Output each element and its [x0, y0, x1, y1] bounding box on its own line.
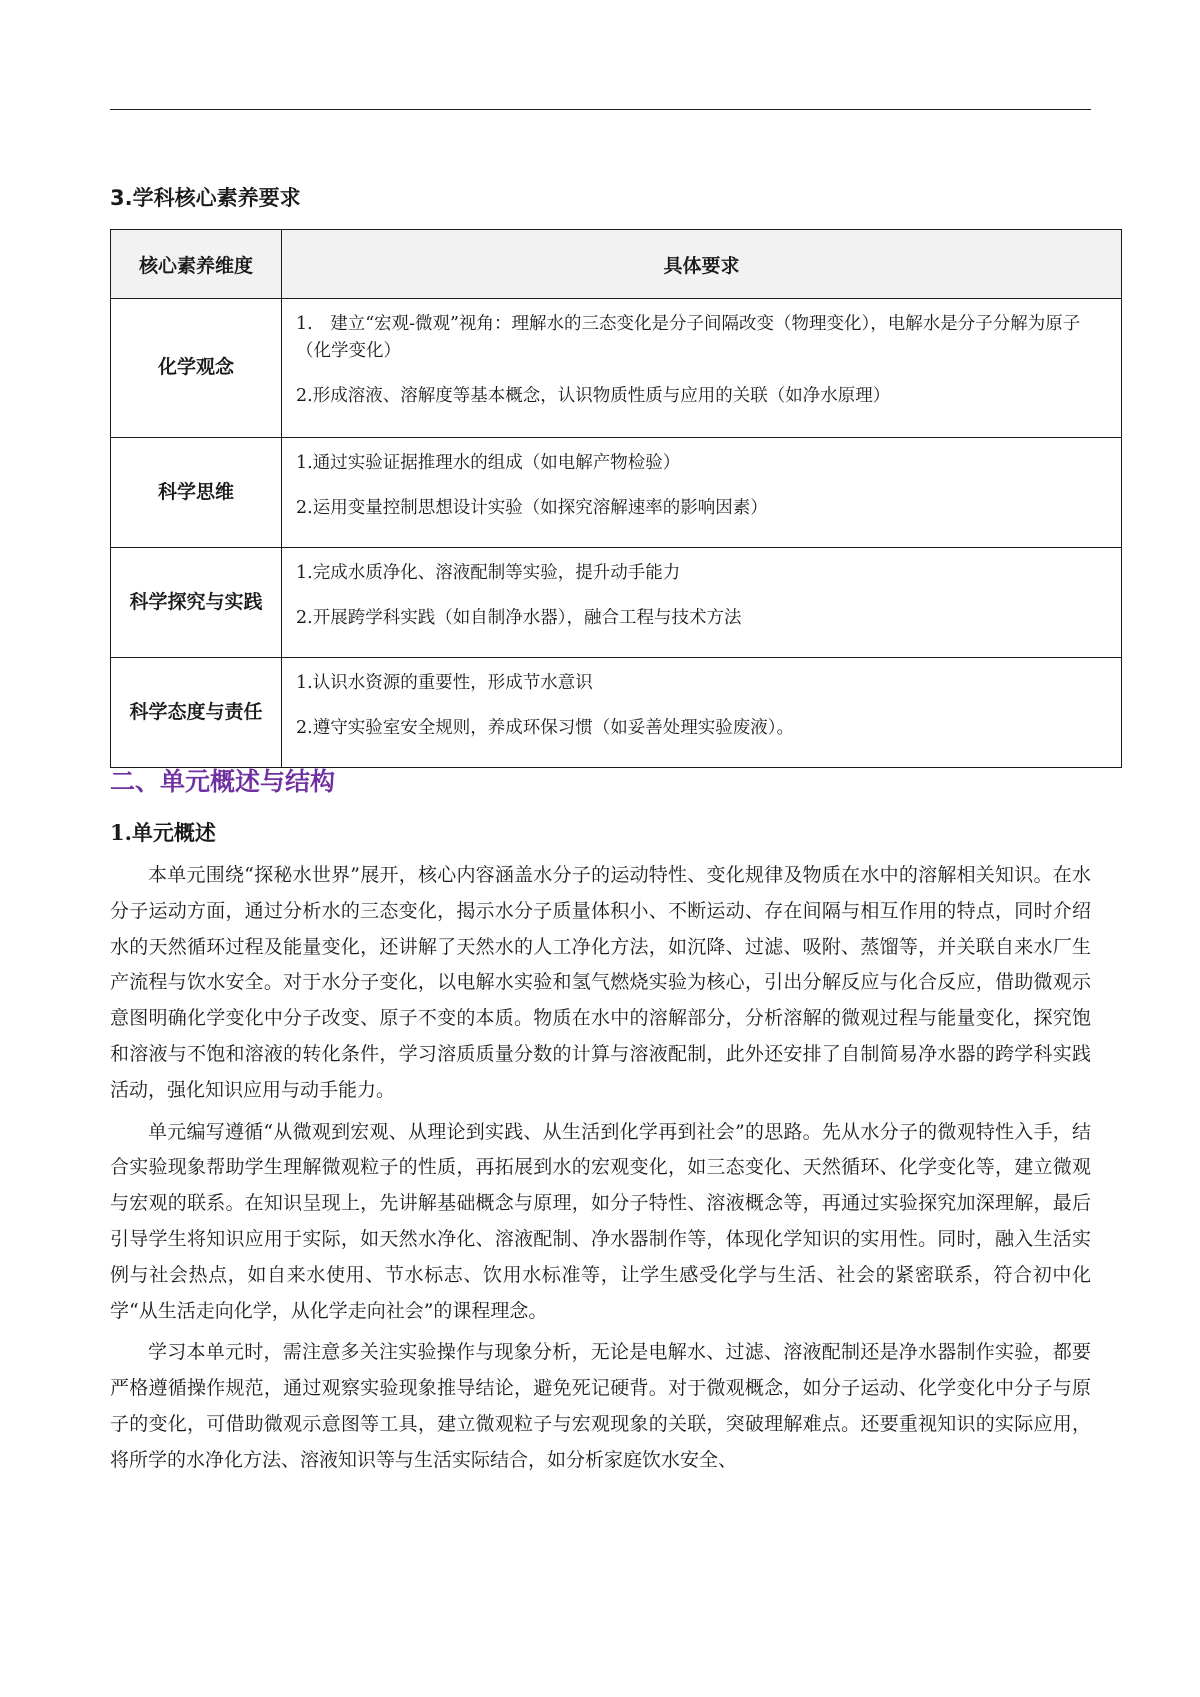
overview-paragraph: 本单元围绕“探秘水世界”展开，核心内容涵盖水分子的运动特性、变化规律及物质在水中的溶解相关知识。在水分子运动方面，通过分析水的三态变化，揭示水分子质量体积小、不断运动、存在间隔与相互作用的特点，同时介绍水的天然循环过程及能量变化，还讲解了天然水的人工净化方法，如沉降、过滤、吸附、蒸馏等，并关联自来水厂生产流程与饮水安全。对于水分子变化，以电解水实验和氢气燃烧实验为核心，引出分解反应与化合反应，借助微观示意图明确化学变化中分子改变、原子不变的本质。物质在水中的溶解部分，分析溶解的微观过程与能量变化，探究饱和溶液与不饱和溶液的转化条件，学习溶质质量分数的计算与溶液配制，此外还安排了自制简易净水器的跨学科实践活动，强化知识应用与动手能力。 [110, 864, 1091, 1101]
header-dimension: 核心素养维度 [111, 230, 282, 299]
table-row [111, 548, 1122, 658]
table-row [111, 658, 1122, 768]
requirement-item: 2.运用变量控制思想设计实验（如探究溶解速率的影响因素） [296, 498, 768, 519]
section-title: 3.学科核心素养要求 [110, 186, 301, 210]
requirement-item: 2.形成溶液、溶解度等基本概念，认识物质性质与应用的关联（如净水原理） [296, 386, 891, 407]
section-heading: 二、单元概述与结构 [110, 767, 336, 796]
requirements-cell [282, 658, 1122, 768]
requirements-cell [282, 299, 1122, 438]
header-rule [110, 109, 1091, 110]
requirements-cell [282, 438, 1122, 548]
dimension-cell: 科学思维 [111, 438, 282, 548]
header-requirements: 具体要求 [282, 230, 1122, 299]
dimension-cell: 科学探究与实践 [111, 548, 282, 658]
table-row [111, 438, 1122, 548]
dimension-cell: 化学观念 [111, 299, 282, 438]
requirement-item: 2.开展跨学科实践（如自制净水器），融合工程与技术方法 [296, 608, 742, 629]
requirement-item: 1.认识水资源的重要性，形成节水意识 [296, 673, 593, 693]
dimension-cell: 科学态度与责任 [111, 658, 282, 768]
table-row [111, 299, 1122, 438]
core-literacy-table [110, 229, 1122, 768]
subsection-heading: 1.单元概述 [110, 820, 216, 845]
requirements-cell [282, 548, 1122, 658]
overview-paragraph: 学习本单元时，需注意多关注实验操作与现象分析，无论是电解水、过滤、溶液配制还是净水器制作实验，都要严格遵循操作规范，通过观察实验现象推导结论，避免死记硬背。对于微观概念，如分子运动、化学变化中分子与原子的变化，可借助微观示意图等工具，建立微观粒子与宏观现象的关联，突破理解难点。还要重视知识的实际应用，将所学的水净化方法、溶液知识等与生活实际结合，如分析家庭饮水安全、 [110, 1341, 1091, 1471]
requirement-item: 1.通过实验证据推理水的组成（如电解产物检验） [296, 453, 681, 473]
requirement-item: 1.完成水质净化、溶液配制等实验，提升动手能力 [296, 563, 681, 583]
overview-body [110, 858, 1091, 1485]
requirement-item: 2.遵守实验室安全规则，养成环保习惯（如妥善处理实验废液）。 [296, 718, 794, 739]
table-header-row [111, 230, 1122, 299]
requirement-item: 1. 建立“宏观-微观”视角：理解水的三态变化是分子间隔改变（物理变化），电解水是分子分解为原子（化学变化） [296, 314, 1081, 362]
overview-paragraph: 单元编写遵循“从微观到宏观、从理论到实践、从生活到化学再到社会”的思路。先从水分子的微观特性入手，结合实验现象帮助学生理解微观粒子的性质，再拓展到水的宏观变化，如三态变化、天然循环、化学变化等，建立微观与宏观的联系。在知识呈现上，先讲解基础概念与原理，如分子特性、溶液概念等，再通过实验探究加深理解，最后引导学生将知识应用于实际，如天然水净化、溶液配制、净水器制作等，体现化学知识的实用性。同时，融入生活实例与社会热点，如自来水使用、节水标志、饮用水标准等，让学生感受化学与生活、社会的紧密联系，符合初中化学“从生活走向化学，从化学走向社会”的课程理念。 [110, 1120, 1091, 1322]
